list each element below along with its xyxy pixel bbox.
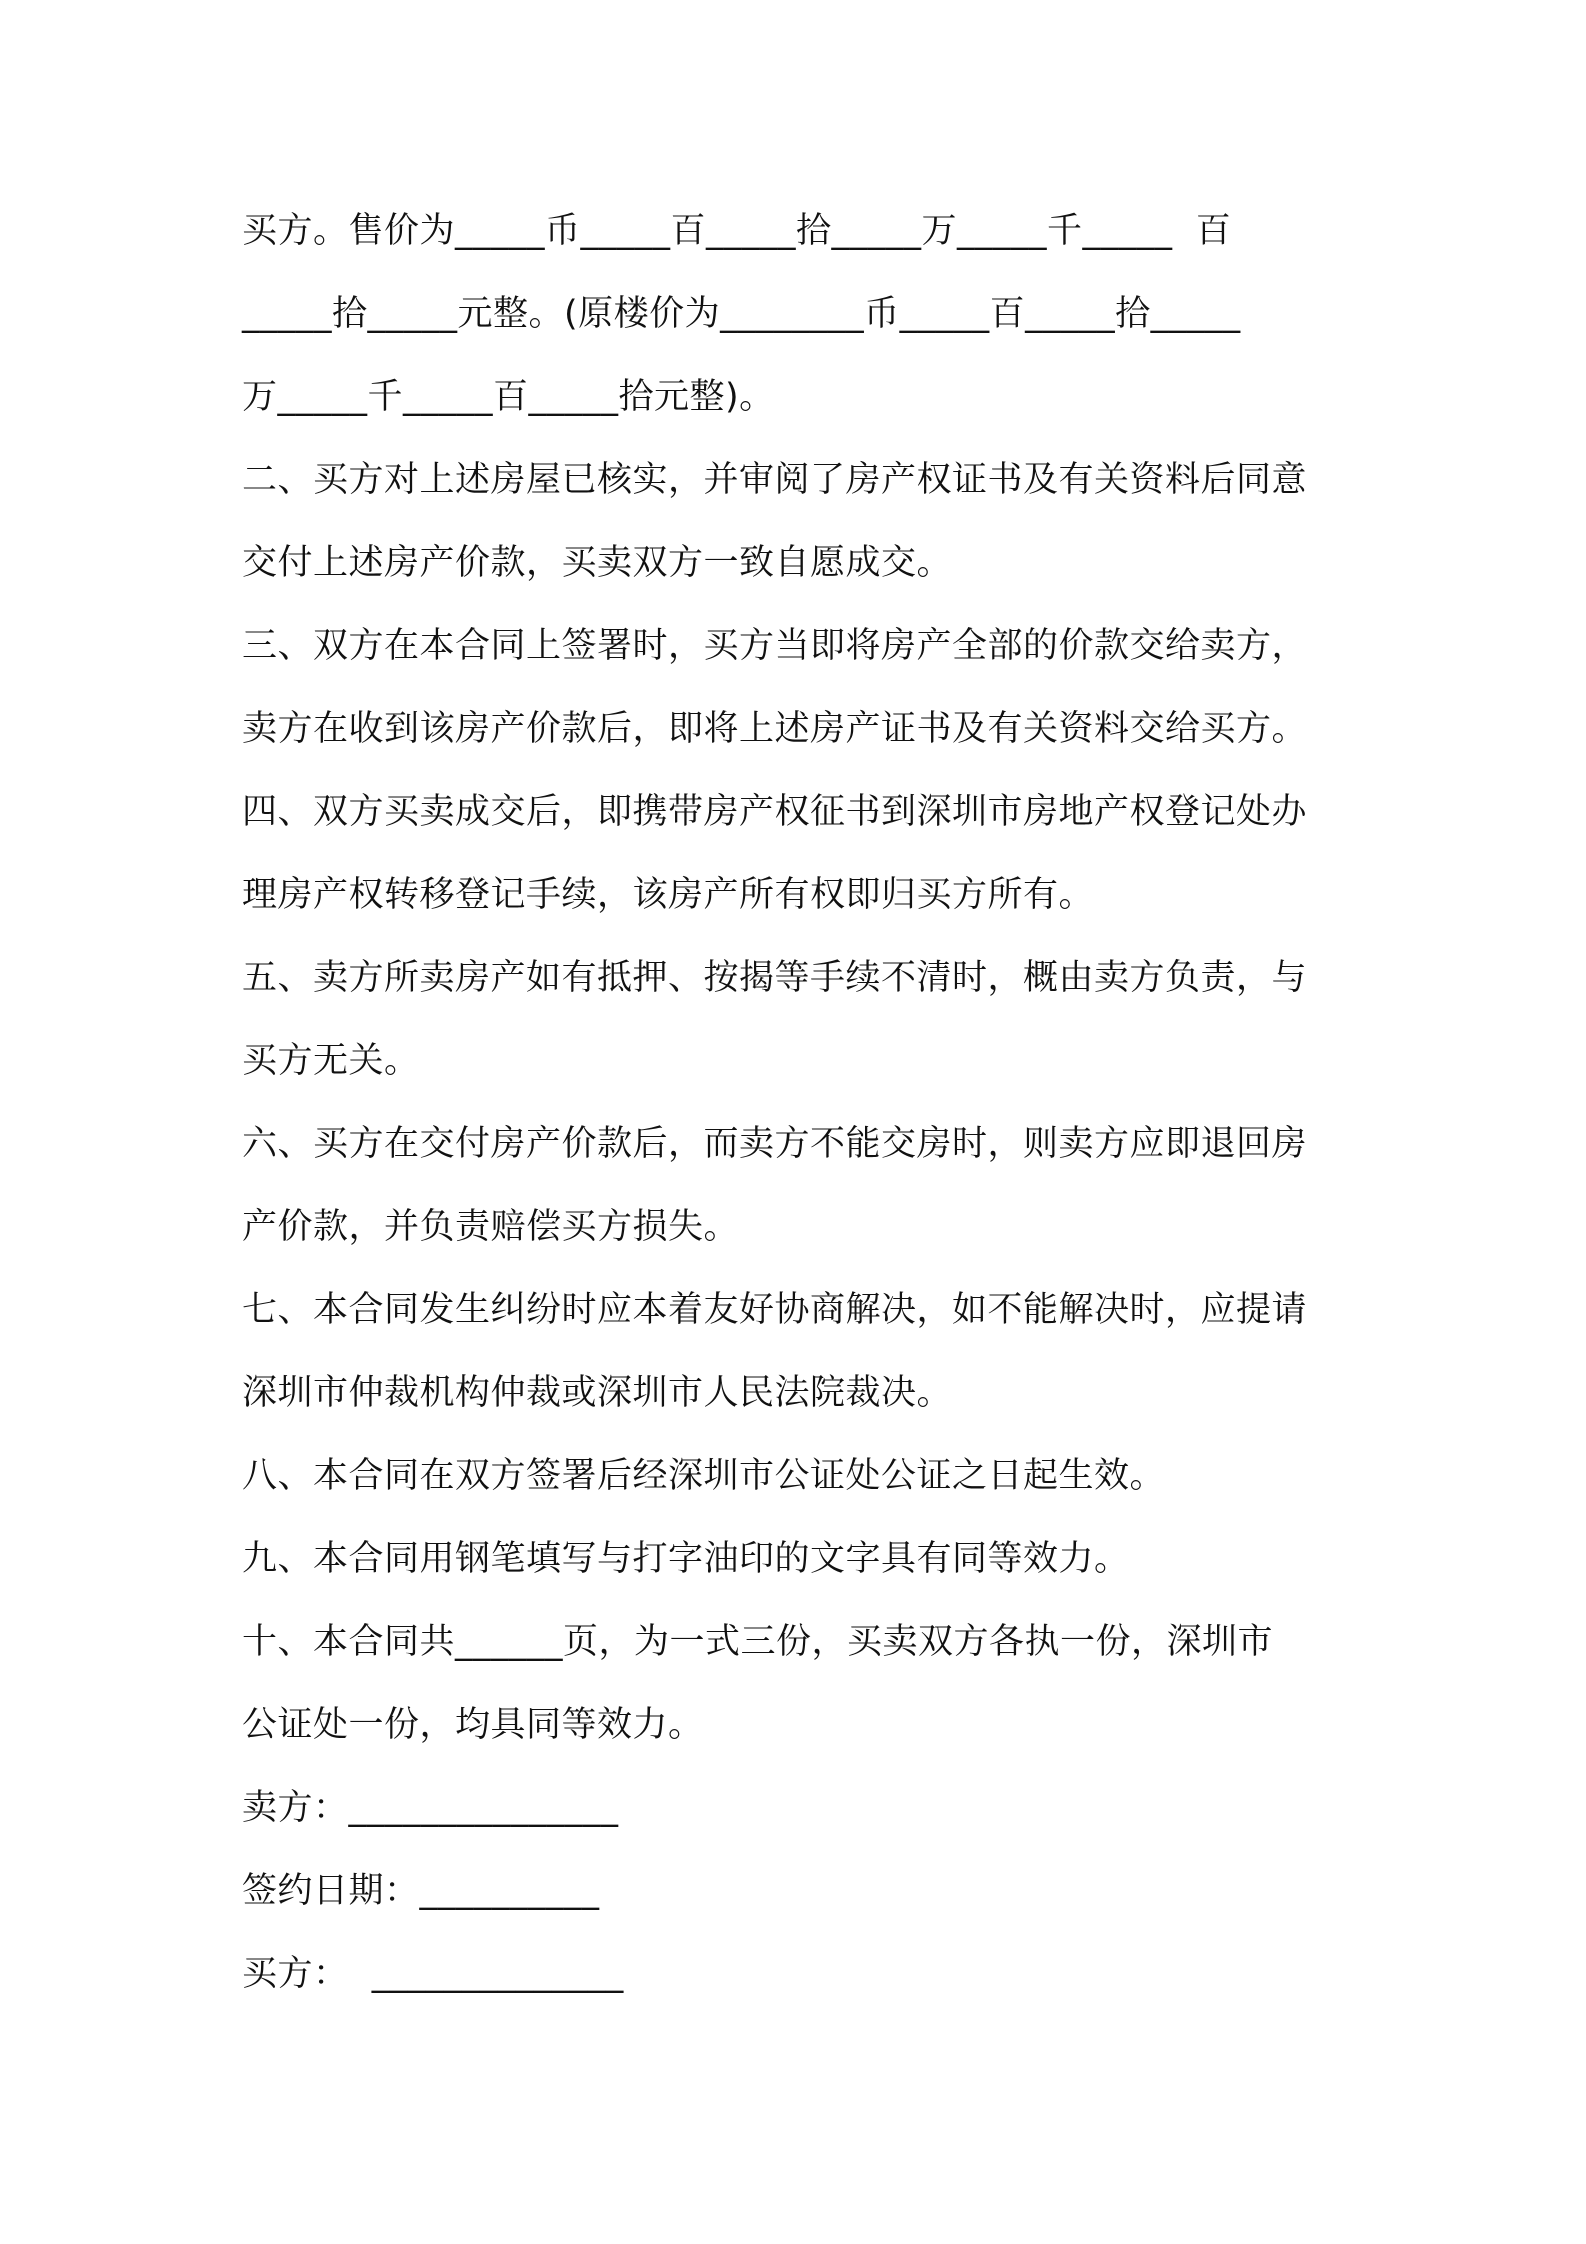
clause-eight-line: 八、本合同在双方签署后经深圳市公证处公证之日起生效。 bbox=[242, 1456, 1166, 1496]
signing-date-line: 签约日期：__________ bbox=[242, 1871, 600, 1911]
seller-signature-line: 卖方：_______________ bbox=[242, 1788, 619, 1828]
clause-nine-line: 九、本合同用钢笔填写与打字油印的文字具有同等效力。 bbox=[242, 1539, 1130, 1579]
buyer-signature-line: 买方： ______________ bbox=[242, 1954, 624, 1994]
clause-ten-line-1: 十、本合同共______页，为一式三份，买卖双方各执一份，深圳市 bbox=[242, 1622, 1274, 1662]
clause-six-line-1: 六、买方在交付房产价款后，而卖方不能交房时，则卖方应即退回房 bbox=[242, 1124, 1308, 1164]
clause-five-line-2: 买方无关。 bbox=[242, 1041, 420, 1081]
clause-three-line-1: 三、双方在本合同上签署时，买方当即将房产全部的价款交给卖方， bbox=[242, 626, 1308, 666]
clause-one-price-line-3: 万_____千_____百_____拾元整)。 bbox=[242, 377, 775, 417]
clause-two-line-2: 交付上述房产价款，买卖双方一致自愿成交。 bbox=[242, 543, 953, 583]
clause-five-line-1: 五、卖方所卖房产如有抵押、按揭等手续不清时，概由卖方负责，与 bbox=[242, 958, 1308, 998]
clause-seven-line-1: 七、本合同发生纠纷时应本着友好协商解决，如不能解决时，应提请 bbox=[242, 1290, 1308, 1330]
clause-ten-line-2: 公证处一份，均具同等效力。 bbox=[242, 1705, 704, 1745]
clause-four-line-1: 四、双方买卖成交后，即携带房产权征书到深圳市房地产权登记处办 bbox=[242, 792, 1308, 832]
clause-six-line-2: 产价款，并负责赔偿买方损失。 bbox=[242, 1207, 740, 1247]
clause-one-price-line-1: 买方。售价为_____币_____百_____拾_____万_____千_____ 百 bbox=[242, 211, 1232, 251]
clause-seven-line-2: 深圳市仲裁机构仲裁或深圳市人民法院裁决。 bbox=[242, 1373, 953, 1413]
clause-two-line-1: 二、买方对上述房屋已核实，并审阅了房产权证书及有关资料后同意 bbox=[242, 460, 1308, 500]
clause-three-line-2: 卖方在收到该房产价款后，即将上述房产证书及有关资料交给买方。 bbox=[242, 709, 1308, 749]
clause-four-line-2: 理房产权转移登记手续，该房产所有权即归买方所有。 bbox=[242, 875, 1095, 915]
clause-one-price-line-2: _____拾_____元整。(原楼价为________币_____百_____拾_____ bbox=[242, 294, 1241, 334]
